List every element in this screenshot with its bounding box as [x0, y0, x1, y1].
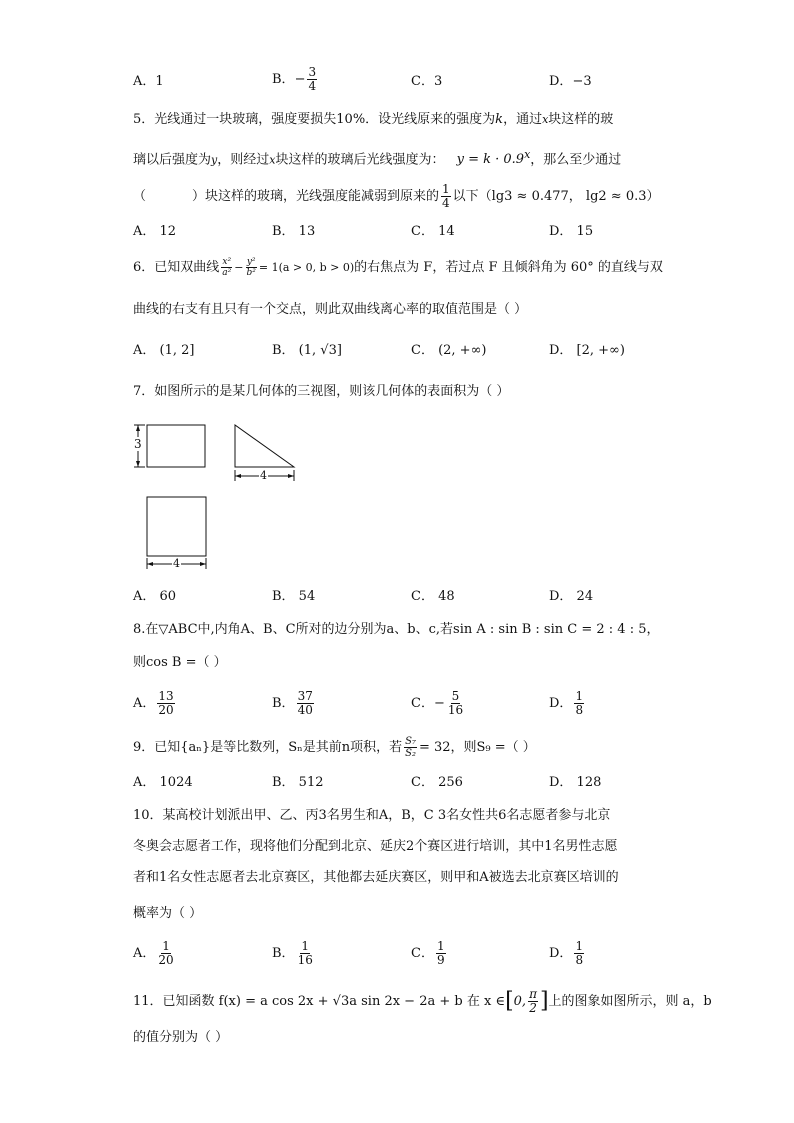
side-arrow-left-icon	[235, 474, 241, 478]
q5-option-a: A． 12	[133, 224, 177, 239]
q4-option-b: B．− $\frac{3}{4}$	[272, 65, 317, 93]
q5-line1: 5．光线通过一块玻璃，强度要损失10%．设光线原来的强度为k，通过x块这样的玻	[133, 112, 614, 127]
q10-option-c: C． $\frac{1}{9}$	[411, 939, 445, 967]
q6-option-d: D． [2, +∞)	[549, 343, 625, 358]
q8-option-a: A． $\frac{13}{20}$	[133, 689, 174, 717]
q8-option-c: C．− $\frac{5}{16}$	[411, 689, 464, 717]
q7-line1: 7．如图所示的是某几何体的三视图，则该几何体的表面积为（ ）	[133, 384, 510, 399]
height-arrow-top-icon	[136, 425, 140, 431]
q6-option-c: C． (2, +∞)	[411, 343, 487, 358]
q10-option-b: B． $\frac{1}{16}$	[272, 939, 313, 967]
q6-fraction-y: $\frac{\text{y²}}{\text{b²}}$	[246, 257, 256, 278]
q10-fraction-b: $\frac{1}{16}$	[297, 939, 313, 967]
q11-interval-fraction: $\frac{\pi}{2}$	[529, 987, 537, 1015]
q10-line4: 概率为（ ）	[133, 906, 203, 921]
q4-option-c: C．3	[411, 74, 443, 89]
q8-line1: 8.在▽ABC中,内角A、B、C所对的边分别为a、b、c,若sin A : sin B : sin C = 2 : 4 : 5，	[133, 622, 660, 637]
q7-option-a: A． 60	[133, 589, 177, 604]
q9-option-d: D． 128	[549, 775, 602, 790]
q4-fraction-b: $\frac{3}{4}$	[308, 65, 317, 93]
q4-option-a: A．1	[133, 74, 164, 89]
q11-line2: 的值分别为（ ）	[133, 1030, 229, 1045]
q10-line1: 10．某高校计划派出甲、乙、丙3名男生和A，B，C 3名女性共6名志愿者参与北京	[133, 808, 611, 823]
q6-line2: 曲线的右支有且只有一个交点，则此双曲线离心率的取值范围是（ ）	[133, 302, 528, 317]
q10-line3: 者和1名女性志愿者去北京赛区，其他都去延庆赛区，则甲和A被选去北京赛区培训的	[133, 870, 619, 885]
q8-fraction-b: $\frac{37}{40}$	[297, 689, 313, 717]
q6-fraction-x: $\frac{\text{x²}}{\text{a²}}$	[222, 257, 232, 278]
q7-dim-height-label: 3	[134, 437, 142, 451]
q10-line2: 冬奥会志愿者工作，现将他们分配到北京、延庆2个赛区进行培训，其中1名男性志愿	[133, 839, 618, 854]
front-view-rect	[147, 425, 205, 467]
q9-option-b: B． 512	[272, 775, 324, 790]
q9-option-c: C． 256	[411, 775, 463, 790]
q6-option-b: B． (1, √3]	[272, 343, 342, 358]
q7-option-c: C． 48	[411, 589, 455, 604]
q5-line3: （ ）块这样的玻璃，光线强度能减弱到原来的 $\frac{1}{4}$ 以下（lg3 ≈ 0.477， lg2 ≈ 0.3）	[133, 182, 660, 210]
q10-fraction-a: $\frac{1}{20}$	[158, 939, 174, 967]
top-arrow-right-icon	[200, 562, 206, 566]
q10-option-d: D． $\frac{1}{8}$	[549, 939, 584, 967]
q10-fraction-d: $\frac{1}{8}$	[575, 939, 584, 967]
q8-option-d: D． $\frac{1}{8}$	[549, 689, 584, 717]
q5-fraction: $\frac{1}{4}$	[442, 182, 450, 210]
q4-option-d: D．−3	[549, 74, 592, 89]
q8-line2: 则cos B =（ ）	[133, 655, 227, 670]
q9-fraction: $\frac{\text{S₇}}{\text{S₂}}$	[405, 736, 416, 759]
side-arrow-right-icon	[288, 474, 294, 478]
q9-line1: 9．已知{aₙ}是等比数列，Sₙ是其前n项积，若 $\frac{\text{S₇}}{\text{S₂}}$ = 32，则S₉ =（ ）	[133, 736, 536, 759]
q10-option-a: A． $\frac{1}{20}$	[133, 939, 174, 967]
q5-option-b: B． 13	[272, 224, 316, 239]
q6-option-a: A． (1, 2]	[133, 343, 195, 358]
q8-option-b: B． $\frac{37}{40}$	[272, 689, 313, 717]
top-view-square	[147, 497, 206, 556]
q7-dim-top-width-label: 4	[173, 557, 180, 570]
q7-dim-side-width-label: 4	[260, 469, 267, 482]
height-arrow-bottom-icon	[136, 461, 140, 467]
q7-option-b: B． 54	[272, 589, 316, 604]
q5-option-d: D． 15	[549, 224, 594, 239]
q5-option-c: C． 14	[411, 224, 455, 239]
q9-option-a: A． 1024	[133, 775, 193, 790]
q6-line1: 6．已知双曲线 $\frac{\text{x²}}{\text{a²}}$ − $\frac{\text{y²}}{\text{b²}}$ = 1(a > 0, b > 0)的右焦点为 F，若过点 F 且倾斜角为 60° 的直线与双	[133, 257, 663, 278]
q8-fraction-c: $\frac{5}{16}$	[447, 689, 464, 717]
q10-fraction-c: $\frac{1}{9}$	[436, 939, 445, 967]
q8-fraction-a: $\frac{13}{20}$	[158, 689, 174, 717]
q8-fraction-d: $\frac{1}{8}$	[575, 689, 584, 717]
side-view-triangle	[235, 425, 294, 467]
q7-option-d: D． 24	[549, 589, 594, 604]
q11-line1: 11．已知函数 f(x) = a cos 2x + √3a sin 2x − 2a + b 在 x ∈[0, $\frac{\pi}{2}$ ]上的图象如图所示，则 a，b	[133, 987, 712, 1015]
top-arrow-left-icon	[147, 562, 153, 566]
q5-line2: 璃以后强度为y，则经过x块这样的玻璃后光线强度为： $y = k \cdot 0.9^x$，那么至少通过	[133, 148, 622, 168]
